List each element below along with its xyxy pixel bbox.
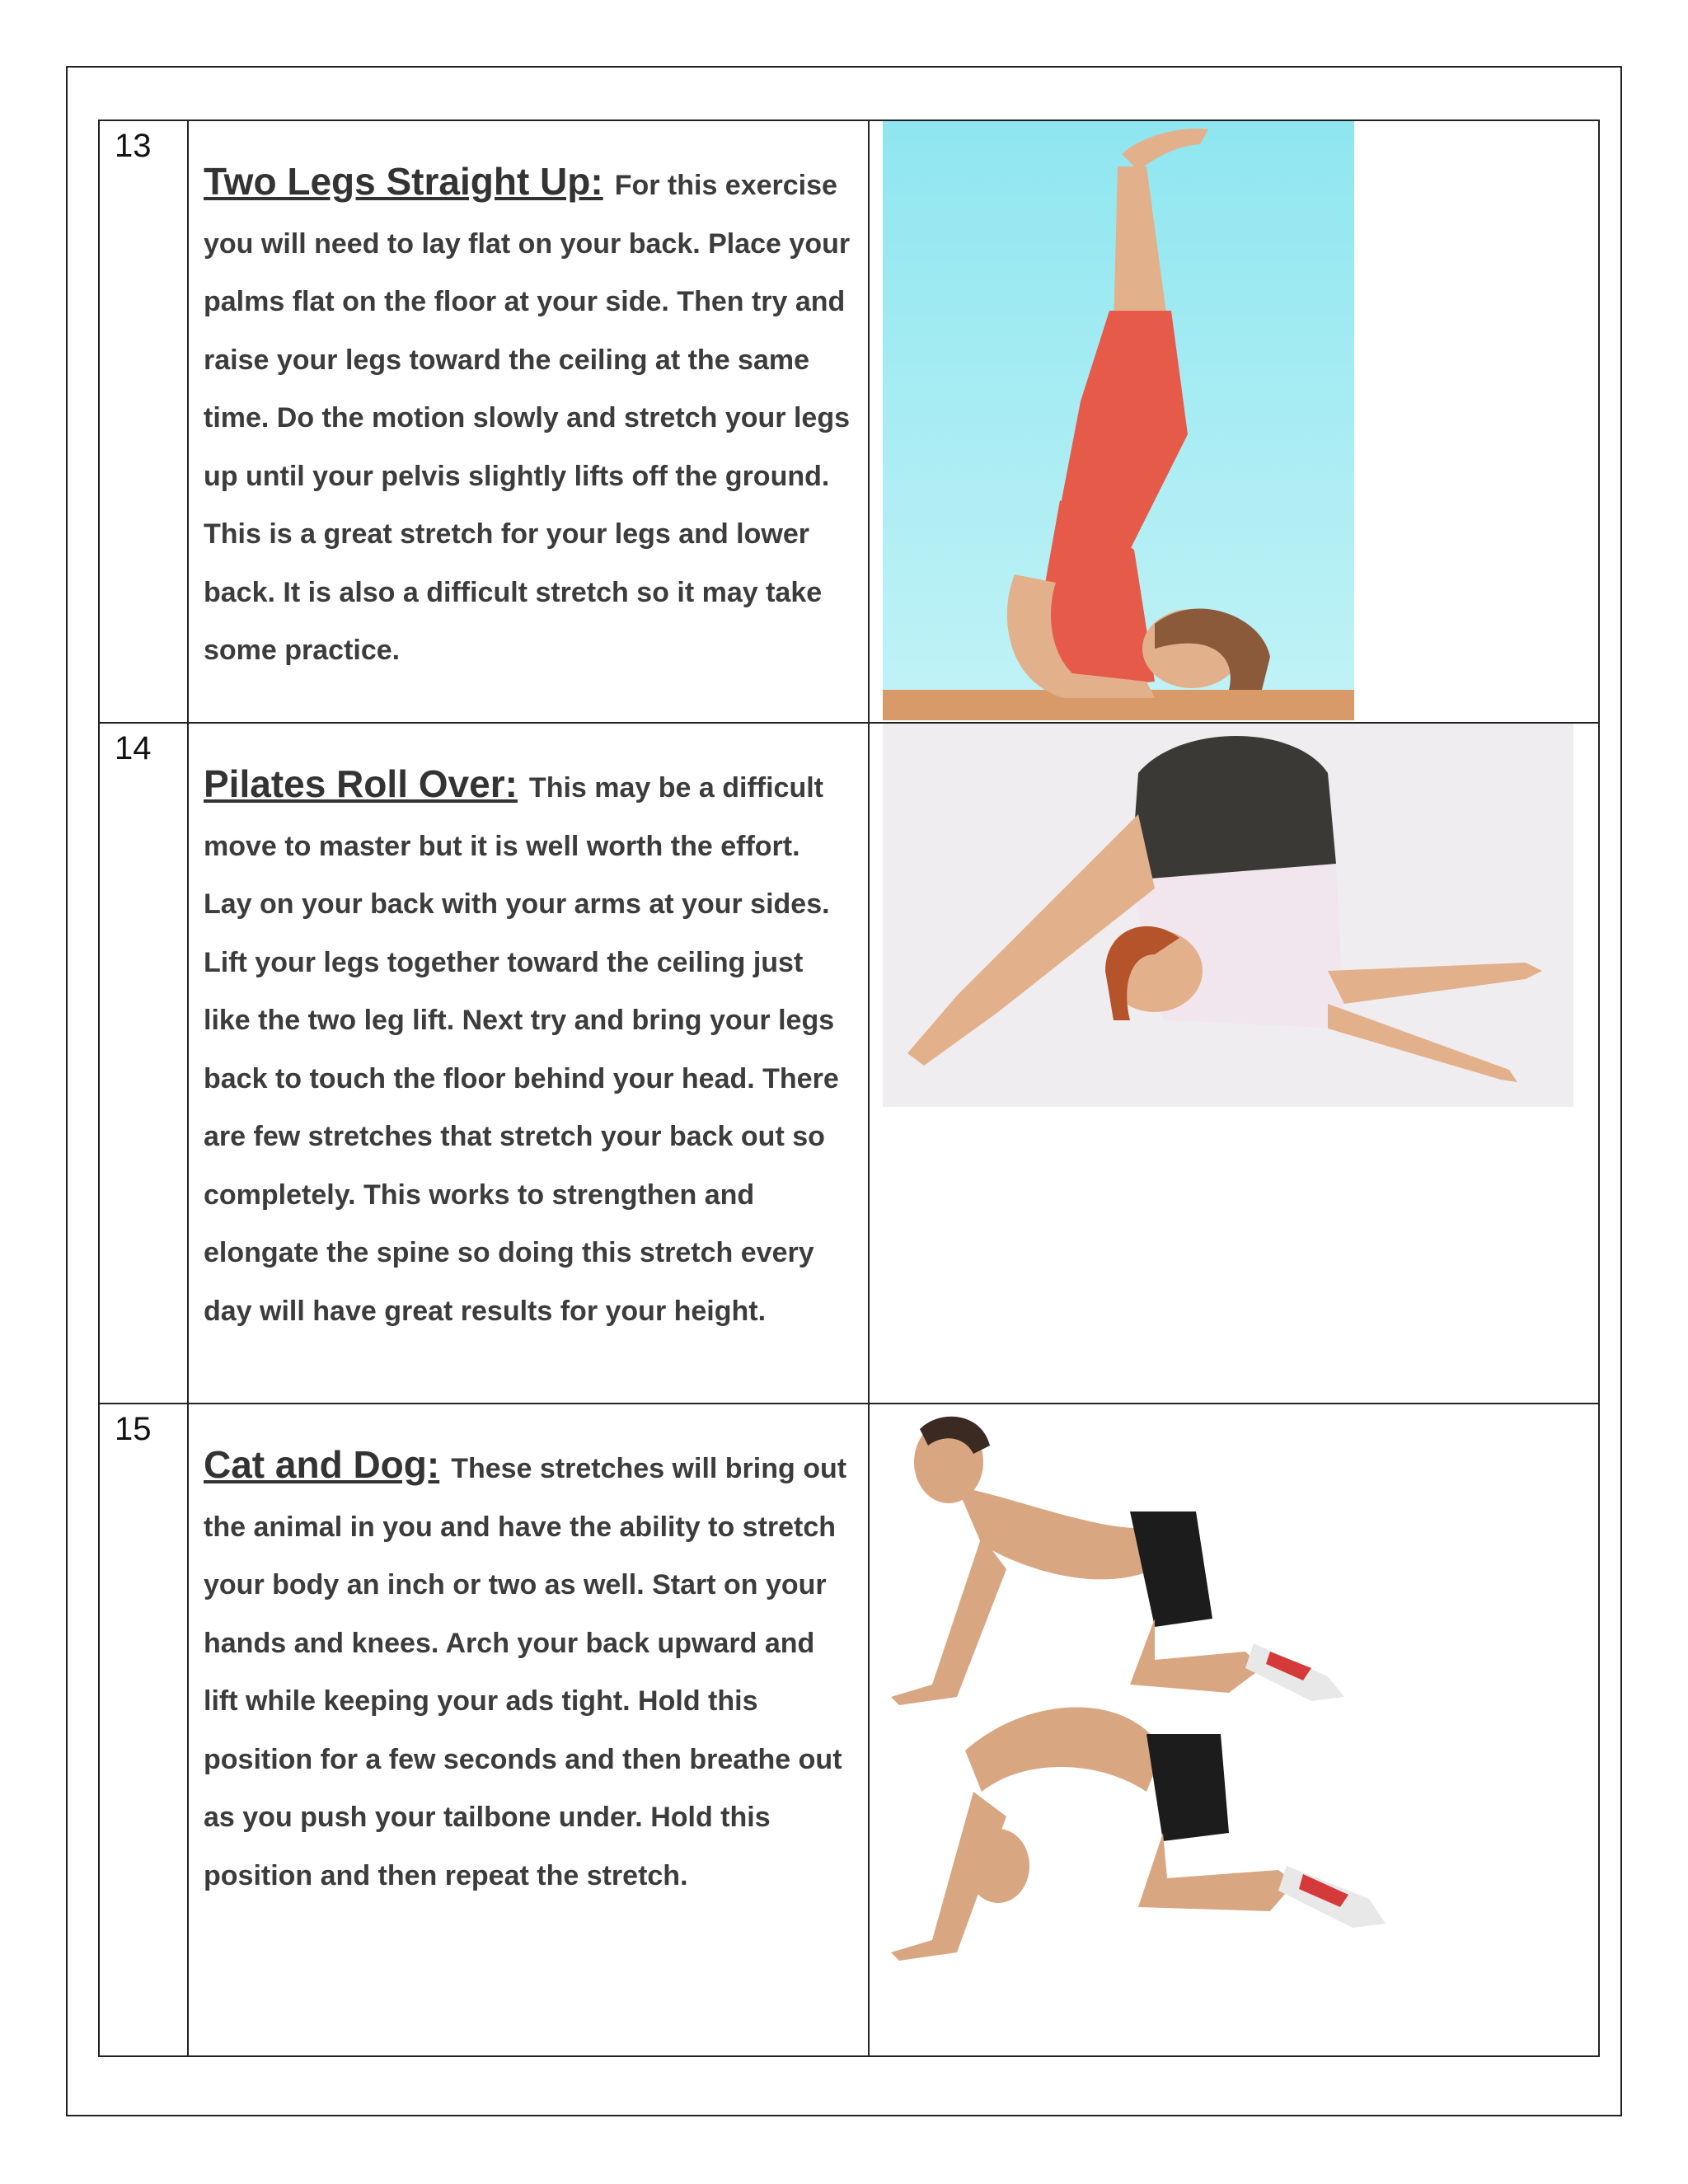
exercise-title: Pilates Roll Over: — [204, 762, 518, 805]
row-number: 14 — [115, 730, 152, 766]
exercise-title: Cat and Dog: — [204, 1443, 440, 1486]
image-cell — [869, 723, 1599, 1404]
exercise-description — [189, 121, 868, 680]
row-number: 13 — [115, 128, 152, 164]
stretch-table — [98, 120, 1600, 2057]
row-number: 15 — [115, 1411, 152, 1447]
plow-pose-photo — [883, 724, 1573, 1107]
exercise-text: This may be a difficult move to master but it is well worth the effort. Lay on your back with your arms at your sides. Lift your legs together toward the ceiling just like the two leg lift. Next try and bring your legs back to touch the floor behind your head. There are few stretches that stretch your back out so completely. This works to strengthen and elongate the spine so doing this stretch every day will have great results for your height. — [204, 772, 839, 1327]
exercise-description — [189, 1404, 868, 1905]
table-row — [99, 120, 1599, 723]
shoulder-stand-photo — [883, 121, 1354, 720]
exercise-title: Two Legs Straight Up: — [204, 160, 603, 203]
image-cell — [869, 1404, 1599, 2056]
table-row — [99, 1404, 1599, 2056]
row-number-cell — [99, 723, 188, 1404]
table-row — [99, 723, 1599, 1404]
exercise-description — [189, 724, 868, 1340]
row-number-cell — [99, 1404, 188, 2056]
exercise-text: For this exercise you will need to lay flat on your back. Place your palms flat on the floor at your side. Then try and raise your legs toward the ceiling at the same time. Do the motion slowly and stretch your legs up until your pelvis slightly lifts off the ground. This is a great stretch for your legs and lower back. It is also a difficult stretch so it may take some practice. — [204, 170, 851, 666]
cat-dog-photos — [883, 1404, 1418, 2031]
image-cell — [869, 120, 1599, 723]
exercise-text: These stretches will bring out the animal in you and have the ability to stretch your body an inch or two as well. Start on your hands and knees. Arch your back upward and lift while keeping your ads tight. Hold this position for a few seconds and then breathe out as you push your tailbone under. Hold this position and then repeat the stretch. — [204, 1453, 847, 1891]
description-cell — [188, 120, 869, 723]
row-number-cell — [99, 120, 188, 723]
description-cell — [188, 1404, 869, 2056]
description-cell — [188, 723, 869, 1404]
